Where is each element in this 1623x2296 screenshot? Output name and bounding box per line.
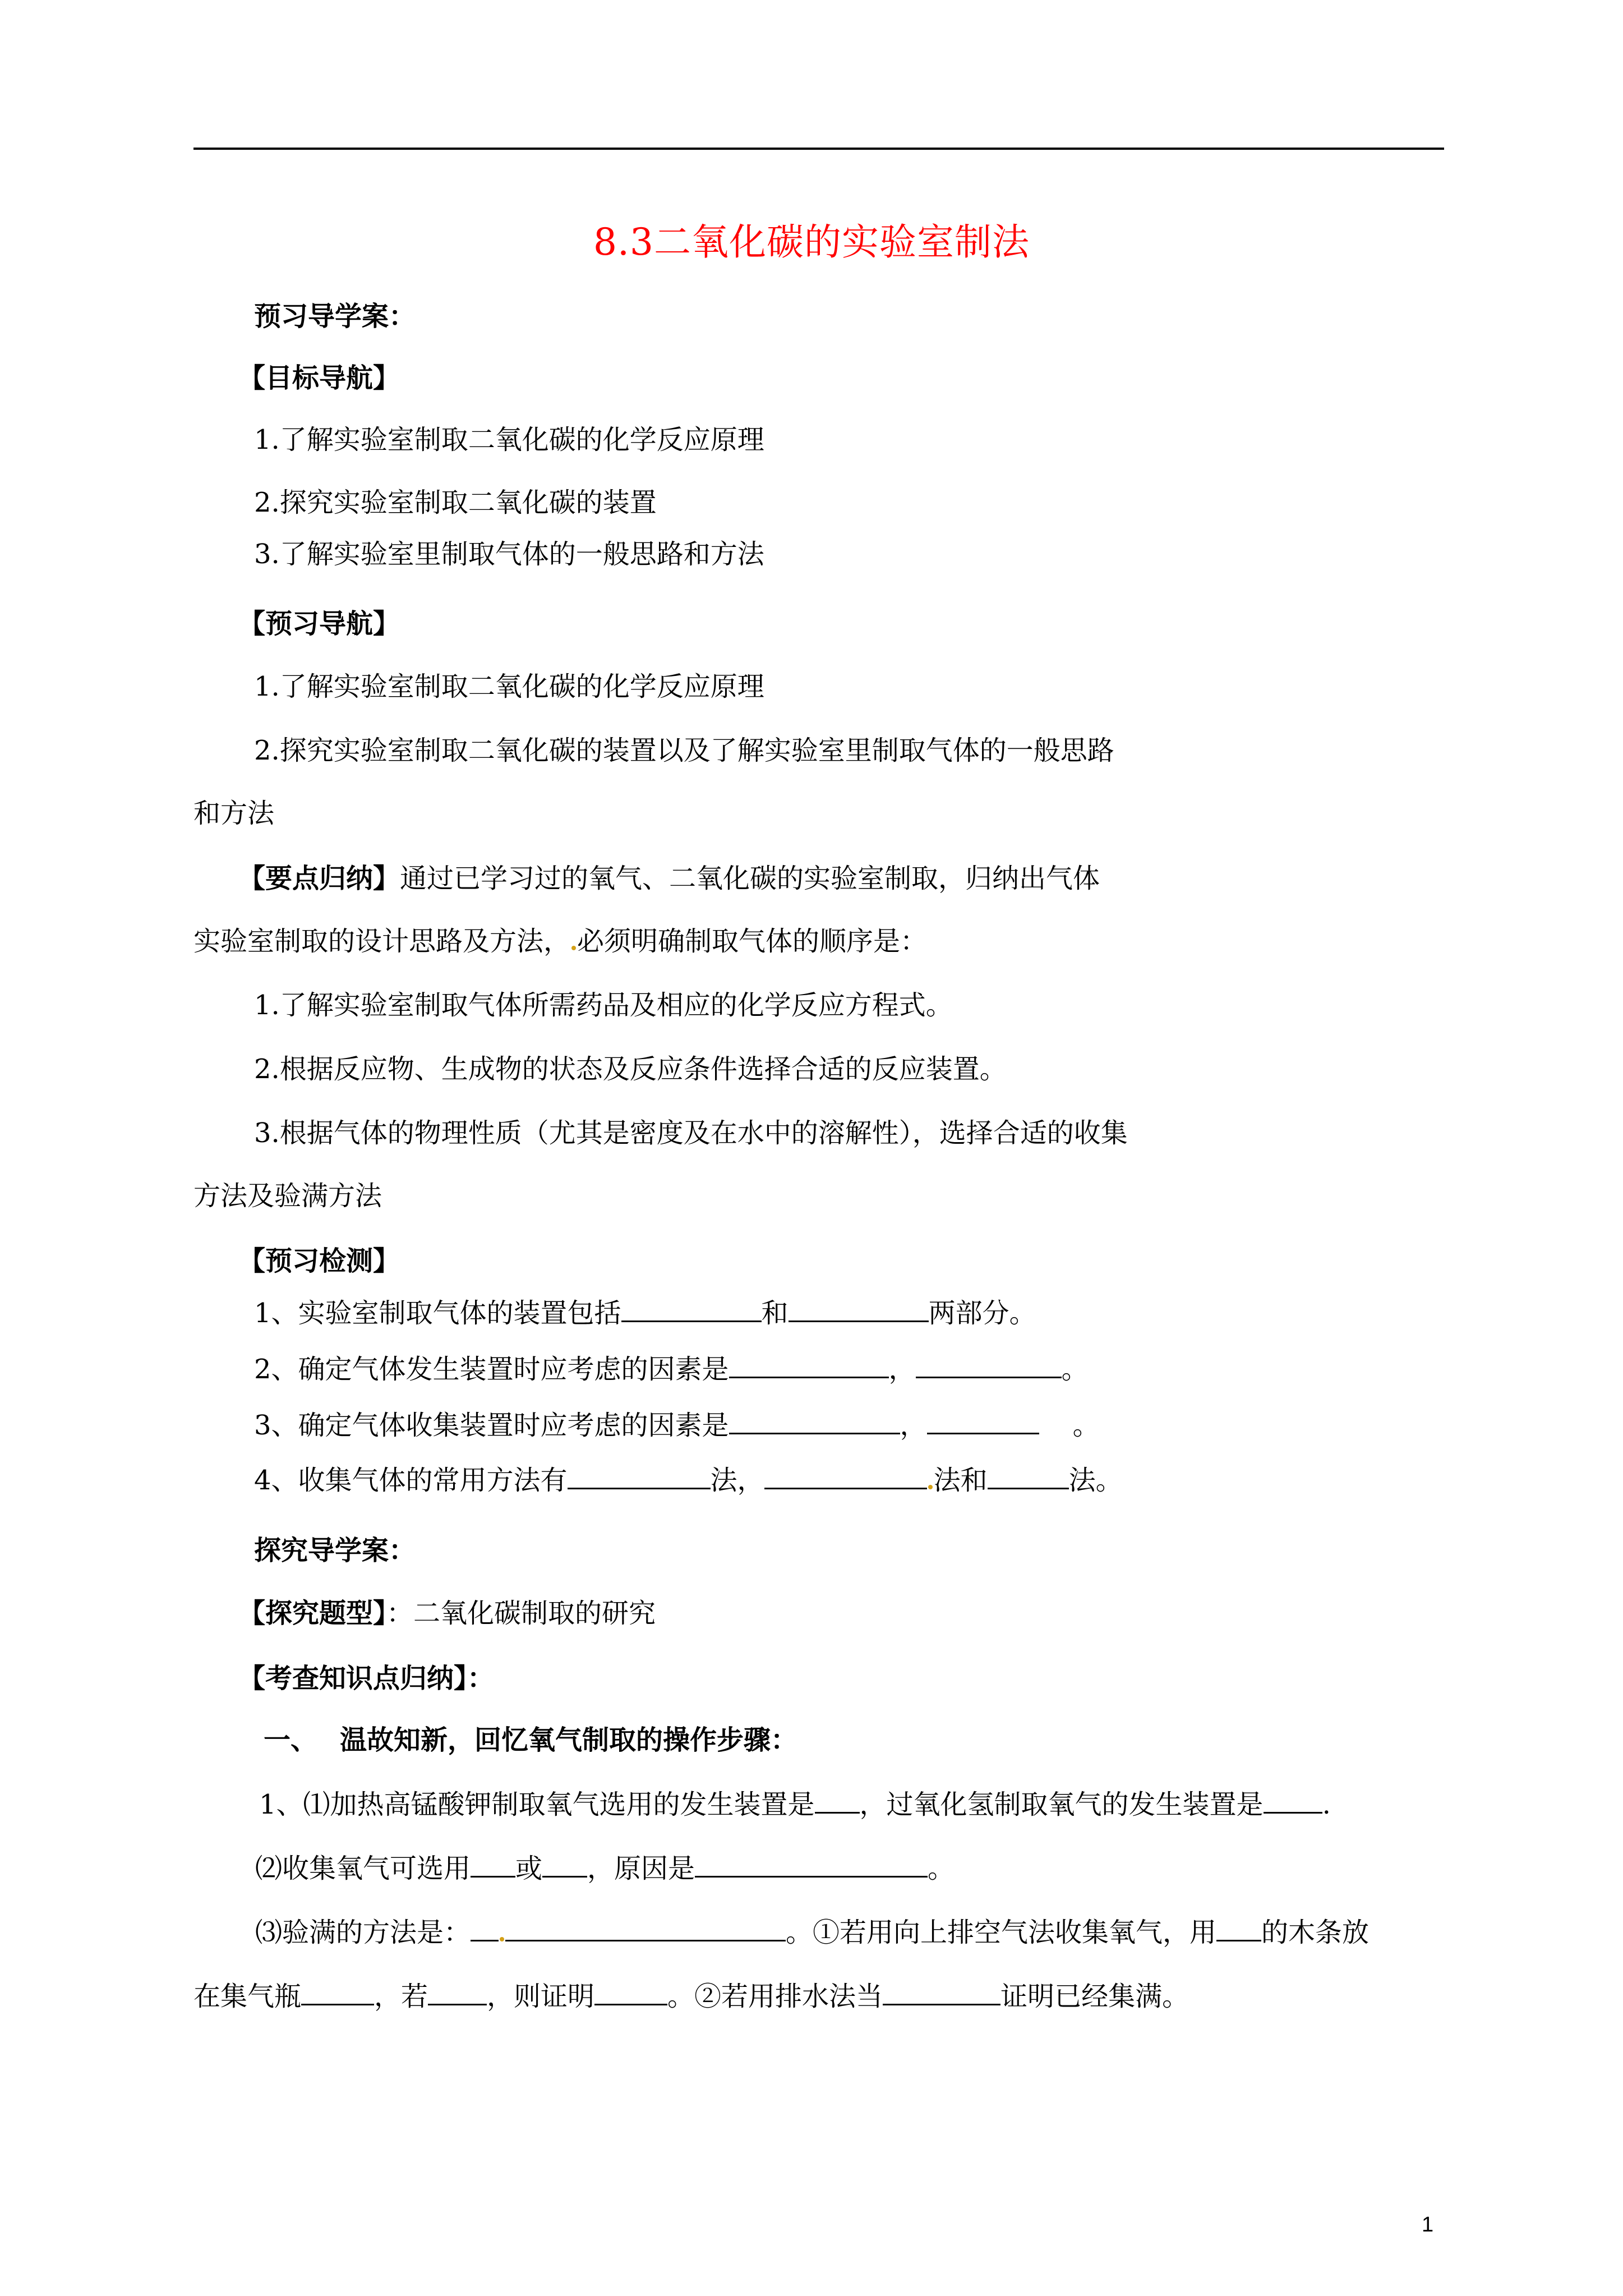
s1p4-text-d: 。②若用排水法当: [667, 1981, 883, 2012]
key-points-intro: [238, 862, 1100, 895]
q3-text-c: 。: [1072, 1410, 1100, 1441]
marker-dot: [500, 1937, 504, 1941]
key-points-intro-part-b: 必须明确制取气体的顺序是：: [577, 926, 928, 957]
q1-text-a: 1、实验室制取气体的装置包括: [254, 1297, 621, 1329]
s1p3-blank-2[interactable]: [1216, 1915, 1261, 1941]
test-question-2: [254, 1352, 1089, 1386]
q4-blank-2[interactable]: [764, 1463, 927, 1489]
marker-dot: [571, 946, 576, 950]
s1p2-text-b: 或: [515, 1853, 543, 1884]
s1p4-text-c: ，则证明: [487, 1981, 595, 2012]
s1p4-text-a: 在集气瓶: [193, 1981, 302, 2012]
q1-blank-1[interactable]: [621, 1296, 762, 1322]
header-rule: [193, 148, 1444, 150]
test-question-1: [254, 1296, 1036, 1330]
key-points-intro-part-a: 实验室制取的设计思路及方法，: [193, 926, 571, 957]
knowledge-header: 【考查知识点归纳】：: [238, 1663, 495, 1694]
s1p1-blank-1[interactable]: [815, 1787, 860, 1814]
marker-dot: [928, 1485, 933, 1489]
q3-text-b: ，: [900, 1410, 927, 1441]
s1p2-blank-2[interactable]: [542, 1851, 587, 1878]
q4-text-d: 法。: [1068, 1465, 1123, 1496]
q4-text-a: 4、收集气体的常用方法有: [254, 1465, 568, 1496]
preview-nav-item-2-cont: 和方法: [193, 798, 275, 829]
q2-blank-2[interactable]: [916, 1352, 1062, 1378]
s1p4-text-e: 证明已经集满。: [1000, 1981, 1189, 2012]
s1p1-text-a: 1、⑴加热高锰酸钾制取氧气选用的发生装置是: [259, 1789, 815, 1820]
test-question-3: [254, 1408, 1100, 1442]
q2-blank-1[interactable]: [729, 1352, 889, 1378]
s1p4-text-b: ，若: [374, 1981, 428, 2012]
section-1-p4: [193, 1979, 1189, 2013]
section-1-number: 一、: [264, 1724, 318, 1756]
key-point-item-3: 3.根据气体的物理性质（尤其是密度及在水中的溶解性），选择合适的收集: [254, 1117, 1128, 1149]
q2-text-c: 。: [1061, 1354, 1089, 1385]
preview-header: 预习导学案：: [254, 301, 416, 332]
test-question-4: [254, 1463, 1123, 1497]
key-points-intro-cont: [193, 924, 927, 958]
goal-item-1: 1.了解实验室制取二氧化碳的化学反应原理: [254, 424, 764, 455]
q4-text-c: 法和: [933, 1465, 988, 1496]
q1-blank-2[interactable]: [789, 1296, 929, 1322]
section-1-p3: [255, 1915, 1369, 1949]
q2-text-a: 2、确定气体发生装置时应考虑的因素是: [254, 1354, 729, 1385]
q2-text-b: ，: [888, 1354, 916, 1385]
key-points-intro-text: 通过已学习过的氧气、二氧化碳的实验室制取，归纳出气体: [400, 863, 1100, 894]
s1p4-blank-4[interactable]: [883, 1979, 1000, 2005]
q3-blank-2[interactable]: [927, 1408, 1039, 1434]
key-points-header: 【要点归纳】: [238, 863, 400, 894]
section-1-title: [264, 1723, 797, 1757]
goal-item-3: 3.了解实验室里制取气体的一般思路和方法: [254, 539, 764, 570]
q3-blank-1[interactable]: [729, 1408, 900, 1434]
section-1-p2: [255, 1851, 955, 1885]
s1p3-blank-1a[interactable]: [471, 1915, 499, 1941]
explore-topic-text: ：二氧化碳制取的研究: [386, 1598, 656, 1629]
s1p1-blank-2[interactable]: [1264, 1787, 1322, 1814]
q4-blank-1[interactable]: [568, 1463, 711, 1489]
key-point-item-1: 1.了解实验室制取气体所需药品及相应的化学反应方程式。: [254, 990, 953, 1021]
key-point-item-2: 2.根据反应物、生成物的状态及反应条件选择合适的反应装置。: [254, 1053, 1007, 1085]
goal-item-2: 2.探究实验室制取二氧化碳的装置: [254, 487, 657, 518]
s1p2-blank-3[interactable]: [695, 1851, 928, 1878]
section-1-title-text: 温故知新，回忆氧气制取的操作步骤：: [340, 1724, 798, 1756]
s1p4-blank-3[interactable]: [594, 1979, 667, 2005]
s1p2-text-c: ，原因是: [587, 1853, 695, 1884]
preview-nav-header: 【预习导航】: [238, 608, 400, 639]
s1p4-blank-1[interactable]: [301, 1979, 374, 2005]
s1p2-text-d: 。: [928, 1853, 955, 1884]
s1p3-text-c: 的木条放: [1261, 1917, 1370, 1948]
section-1-p1: [259, 1787, 1331, 1821]
q1-text-c: 两部分。: [928, 1297, 1036, 1329]
q4-text-b: 法，: [710, 1465, 764, 1496]
q1-text-b: 和: [761, 1297, 789, 1329]
s1p3-blank-1b[interactable]: [505, 1915, 786, 1941]
preview-nav-item-2: 2.探究实验室制取二氧化碳的装置以及了解实验室里制取气体的一般思路: [254, 735, 1114, 766]
preview-test-header: 【预习检测】: [238, 1245, 400, 1277]
s1p4-blank-2[interactable]: [428, 1979, 487, 2005]
s1p3-text-b: 。①若用向上排空气法收集氧气，用: [786, 1917, 1217, 1948]
q3-text-a: 3、确定气体收集装置时应考虑的因素是: [254, 1410, 729, 1441]
explore-header: 探究导学案：: [254, 1535, 416, 1566]
page-title: 8.3二氧化碳的实验室制法: [593, 220, 1030, 264]
key-point-item-3-cont: 方法及验满方法: [193, 1180, 382, 1212]
page-number: 1: [1422, 2213, 1434, 2237]
preview-nav-item-1: 1.了解实验室制取二氧化碳的化学反应原理: [254, 671, 764, 702]
goals-header: 【目标导航】: [238, 362, 400, 394]
s1p1-text-c: .: [1322, 1789, 1331, 1820]
explore-topic: [238, 1596, 656, 1630]
q4-blank-3[interactable]: [988, 1463, 1069, 1489]
explore-topic-label: 【探究题型】: [238, 1598, 387, 1629]
s1p3-text-a: ⑶验满的方法是：: [255, 1917, 471, 1948]
s1p2-text-a: ⑵收集氧气可选用: [255, 1853, 471, 1884]
s1p1-text-b: ，过氧化氢制取氧气的发生装置是: [859, 1789, 1264, 1820]
s1p2-blank-1[interactable]: [471, 1851, 515, 1878]
